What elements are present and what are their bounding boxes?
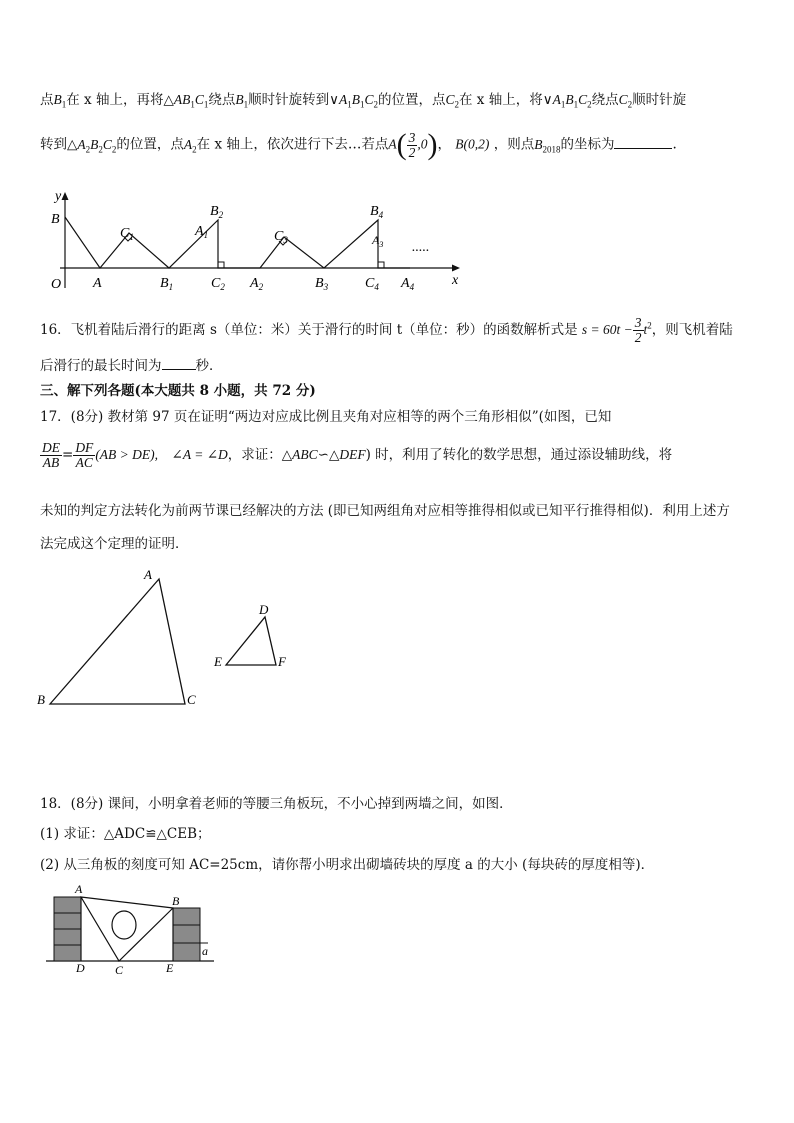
- point: $A_2$: [183, 136, 197, 155]
- text: 点: [40, 92, 54, 108]
- fraction-three-halves: $\frac{3}{2}$: [634, 315, 642, 345]
- label-a1: $A_1$: [195, 224, 209, 240]
- label-c: C: [115, 963, 124, 977]
- label-c2: $C_2$: [211, 276, 225, 292]
- left-wall-brick: [54, 897, 81, 913]
- text: ，求证：: [227, 447, 282, 463]
- text: 顺时针旋转到∨: [248, 92, 339, 108]
- label-b4: $B_4$: [370, 204, 384, 220]
- triangle-hole: [112, 911, 136, 939]
- coord-b: (0,2): [463, 136, 490, 152]
- text: 16．飞机着陆后滑行的距离 s（单位：米）关于滑行的时间 t（单位：秒）的函数解析式是: [40, 322, 578, 338]
- right-wall-brick: [173, 943, 200, 961]
- point: $B_{2018}$: [534, 136, 561, 155]
- q17-line4: 法完成这个定理的证明．: [40, 536, 189, 552]
- paren-right: ): [427, 128, 438, 161]
- text: 绕点: [208, 92, 236, 108]
- label-f: F: [278, 654, 286, 669]
- label-a2: $A_2$: [250, 276, 264, 292]
- q16-line2: [40, 354, 223, 374]
- text: 绕点: [591, 92, 619, 108]
- label-a: A: [93, 276, 102, 291]
- text: ，: [437, 136, 451, 153]
- point-a: A: [388, 136, 397, 152]
- point-b: B: [455, 136, 464, 152]
- text: 顺时针旋: [632, 92, 687, 108]
- label-a-thickness: a: [202, 944, 208, 958]
- right-wall-brick: [173, 925, 200, 943]
- triangle-def: [226, 617, 276, 665]
- q15-line2: [40, 128, 677, 162]
- point: $B_1$: [235, 92, 249, 110]
- label-a: A: [75, 882, 83, 896]
- label-c3: $C_3$: [274, 229, 288, 245]
- text: 的位置，点: [116, 136, 184, 153]
- y-axis-arrow: [62, 192, 69, 200]
- isosceles-triangle: [81, 897, 173, 961]
- label-c1: $C_1$: [120, 226, 134, 242]
- wall-triangle-diagram: [42, 882, 222, 977]
- label-a: A: [144, 567, 152, 582]
- label-b: B: [51, 212, 60, 227]
- label-b: B: [37, 692, 45, 707]
- label-x: x: [452, 273, 459, 288]
- label-b: B: [172, 894, 180, 908]
- label-c: C: [187, 692, 196, 707]
- right-wall-brick: [173, 908, 200, 925]
- label-b3: $B_3$: [315, 276, 329, 292]
- triangle-name: $A_1B_1C_2$: [552, 92, 592, 110]
- right-angle-c2: [218, 262, 224, 268]
- similar-statement: △ABC∽△DEF: [281, 447, 366, 462]
- text: 的坐标为: [560, 136, 615, 153]
- point: $C_2$: [445, 92, 460, 110]
- left-wall-brick: [54, 945, 81, 961]
- q18-line2: (1) 求证：△ADC≌△CEB；: [40, 826, 211, 842]
- text: ，则点: [493, 136, 535, 153]
- paren-left: (: [396, 128, 407, 161]
- left-wall-brick: [54, 929, 81, 945]
- triangle-name: $A_2B_2C_2$: [77, 136, 117, 155]
- right-angle-c4: [378, 262, 384, 268]
- q17-line2: [40, 441, 672, 470]
- label-d: D: [76, 961, 85, 975]
- point: $C_2$: [618, 92, 633, 110]
- triangle-name: $AB_1C_1$: [173, 92, 209, 110]
- label-a4: $A_4$: [401, 276, 415, 292]
- equals: =: [62, 447, 74, 463]
- fraction-de-ab: $\frac{DE}{AB}$: [42, 440, 60, 470]
- label-o: O: [51, 277, 62, 292]
- condition: (AB > DE), ∠A = ∠D: [95, 447, 228, 462]
- label-d: D: [259, 602, 269, 617]
- text: 在 x 轴上，依次进行下去…若点: [196, 136, 389, 153]
- answer-blank[interactable]: [162, 369, 196, 370]
- text: 的位置，点: [378, 92, 446, 108]
- rotation-diagram: [40, 185, 470, 300]
- label-b2: $B_2$: [210, 204, 224, 220]
- text: 转到△: [40, 136, 78, 153]
- label-b1: $B_1$: [160, 276, 174, 292]
- text: 秒．: [195, 358, 223, 374]
- q16-line1: [40, 316, 733, 345]
- x-axis-arrow: [452, 265, 460, 272]
- formula: s = 60t −: [581, 322, 633, 337]
- text: ，则飞机着陆: [651, 322, 733, 338]
- label-e: E: [214, 654, 222, 669]
- q15-line1: [40, 88, 686, 110]
- left-wall-brick: [54, 913, 81, 929]
- q17-line1: 17．(8分) 教材第 97 页在证明“两边对应成比例且夹角对应相等的两个三角形相似”(如图，已知: [40, 409, 612, 425]
- rotation-path: [65, 217, 410, 268]
- similar-triangles-diagram: [32, 565, 302, 710]
- text: 在 x 轴上，将∨: [459, 92, 553, 108]
- text: ) 时，利用了转化的数学思想，通过添设辅助线，将: [365, 447, 673, 463]
- label-y: y: [55, 189, 62, 204]
- section-heading: 三、解下列各题(本大题共 8 小题，共 72 分): [40, 383, 316, 399]
- formula-t: $t^2$: [643, 320, 652, 337]
- point: $B_1$: [53, 92, 67, 110]
- triangle-abc: [50, 579, 185, 704]
- coord-a-tail: ,0: [417, 136, 428, 152]
- label-a3: $A_3$: [372, 233, 384, 249]
- q17-line3: 未知的判定方法转化为前两节课已经解决的方法 (即已知两组角对应相等推得相似或已知平行推得相似)．利用上述方: [40, 503, 730, 519]
- answer-blank[interactable]: [614, 148, 672, 149]
- label-e: E: [166, 961, 174, 975]
- text: 后滑行的最长时间为: [40, 358, 162, 374]
- text: .: [672, 136, 677, 153]
- triangle-name: $A_1B_1C_2$: [338, 92, 378, 110]
- label-dots: .....: [412, 240, 430, 255]
- text: 在 x 轴上，再将△: [66, 92, 174, 108]
- fraction-df-ac: $\frac{DF}{AC}$: [75, 440, 94, 470]
- q18-line1: 18．(8分) 课间，小明拿着老师的等腰三角板玩，不小心掉到两墙之间，如图．: [40, 796, 513, 812]
- label-c4: $C_4$: [365, 276, 379, 292]
- fraction-three-halves: $\frac{3}{2}$: [408, 129, 416, 160]
- q18-line3: (2) 从三角板的刻度可知 AC=25cm，请你帮小明求出砌墙砖块的厚度 a 的大小 (每块砖的厚度相等)．: [40, 857, 655, 873]
